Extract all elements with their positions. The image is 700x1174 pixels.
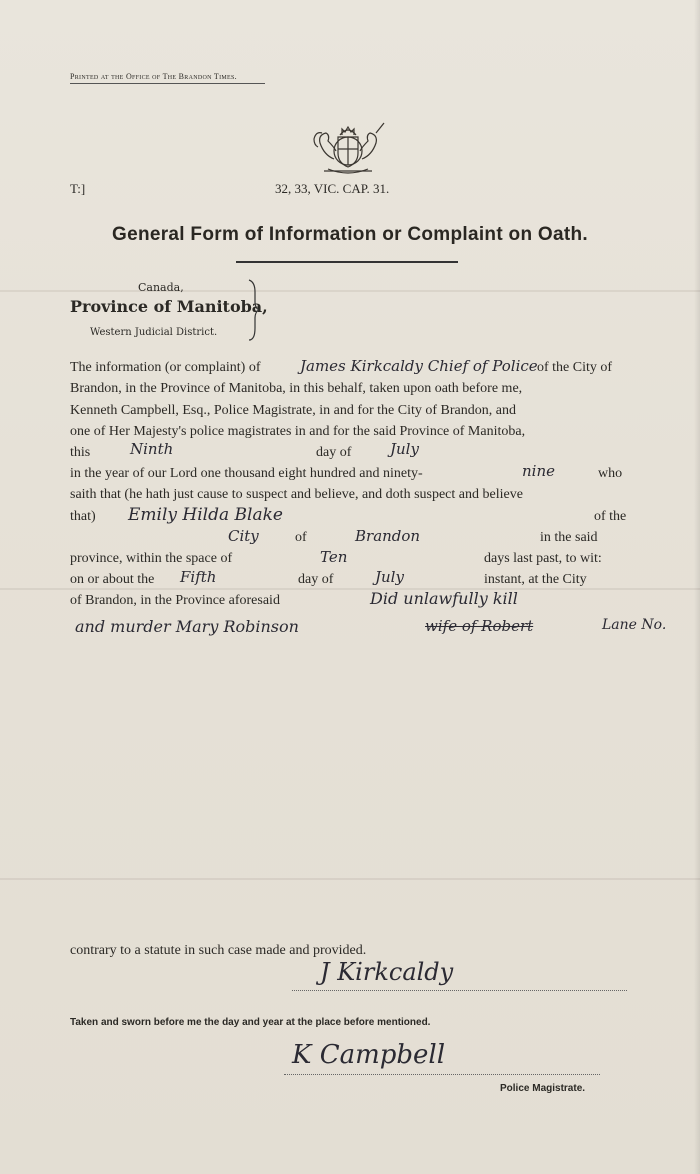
accused-name: Emily Hilda Blake [128,505,283,525]
page-title: General Form of Information or Complaint on Oath. [112,224,588,245]
body-line-11-prefix: on or about the [70,572,155,587]
body-line-9-of: of [295,530,307,545]
statute-clause: contrary to a statute in such case made and provided. [70,943,367,958]
body-line-4: one of Her Majesty's police magistrates in and for the said Province of Manitoba, [70,424,526,439]
brace-icon [247,278,259,342]
body-line-1-prefix: The information (or complaint) of [70,360,261,375]
fold-line [0,588,700,590]
province-label: Province of Manitoba, [70,297,268,316]
body-line-2: Brandon, in the Province of Manitoba, in this behalf, taken upon oath before me, [70,381,523,396]
country-label: Canada, [138,281,184,294]
magistrate-title: Police Magistrate. [500,1083,586,1094]
royal-crest-icon [298,115,398,175]
complainant-name: James Kirkcaldy Chief of Police [300,357,538,375]
complainant-signature: J Kirkcaldy [320,958,454,986]
oath-statement: Taken and sworn before me the day and year at the place before mentioned. [70,1017,431,1028]
body-line-11-suffix: instant, at the City [484,572,587,587]
offence-continued-handwritten: and murder Mary Robinson [75,617,299,636]
fold-line [0,878,700,880]
body-line-6-suffix: who [598,466,623,481]
offence-handwritten: Did unlawfully kill [370,589,518,608]
printer-note: Printed at the Office of The Brandon Times. [70,72,237,81]
magistrate-signature-line [284,1074,600,1075]
body-line-10-suffix: days last past, to wit: [484,551,602,566]
body-line-12-prefix: of Brandon, in the Province aforesaid [70,593,280,608]
body-line-8-suffix: of the [594,509,627,524]
body-line-10-prefix: province, within the space of [70,551,233,566]
fold-line [0,290,700,292]
month-handwritten: July [390,440,419,458]
statute-reference: 32, 33, VIC. CAP. 31. [275,181,390,196]
district-label: Western Judicial District. [90,327,218,338]
body-line-6-prefix: in the year of our Lord one thousand eight hundred and ninety- [70,466,423,481]
body-line-3: Kenneth Campbell, Esq., Police Magistrate, in and for the City of Brandon, and [70,403,516,418]
place-name-handwritten: Brandon [355,527,421,545]
year-handwritten: nine [522,462,555,480]
body-line-1-suffix: of the City of [537,360,613,375]
struck-text-handwritten: wife of Robert [425,617,534,635]
body-line-9-suffix: in the said [540,530,598,545]
magistrate-signature: K Campbell [292,1040,446,1070]
day-handwritten: Ninth [130,440,174,458]
complainant-signature-line [292,990,627,991]
page-edge [694,0,700,1174]
days-handwritten: Ten [320,548,348,566]
body-line-5-this: this [70,445,91,460]
body-line-7: saith that (he hath just cause to suspect and believe, and doth suspect and believe [70,487,523,502]
form-code: T:] [70,181,86,196]
body-line-11-dayof: day of [298,572,334,587]
incident-day-handwritten: Fifth [180,568,217,586]
title-rule [236,261,458,263]
body-line-8-prefix: that) [70,509,96,524]
body-line-5-dayof: day of [316,445,352,460]
incident-month-handwritten: July [375,568,404,586]
printer-rule [70,83,265,84]
place-type-handwritten: City [228,527,259,545]
location-handwritten: Lane No. [602,617,667,633]
